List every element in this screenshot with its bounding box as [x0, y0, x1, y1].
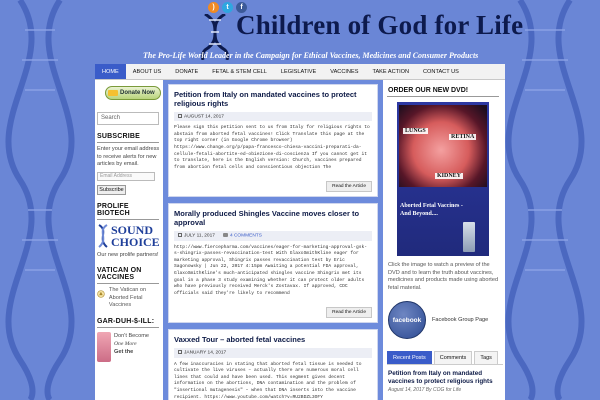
- site-title[interactable]: Children of God for Life: [236, 10, 524, 40]
- post-comments-link[interactable]: 4 COMMENTS: [223, 233, 262, 238]
- sound-choice-line-2: CHOICE: [111, 234, 160, 249]
- nav-take-action[interactable]: TAKE ACTION: [372, 69, 410, 75]
- dvd-label-lungs: LUNGS: [405, 128, 426, 134]
- post-meta: [174, 231, 372, 240]
- gar-text-line-3: Get the: [114, 348, 134, 355]
- nav-about-us[interactable]: ABOUT US: [132, 69, 162, 75]
- subscribe-text: Enter your email address to receive alerts for new articles by email.: [97, 146, 160, 167]
- post-meta: [174, 348, 372, 357]
- vaccine-vial-icon: [463, 222, 475, 252]
- read-more-button[interactable]: Read the Article: [326, 181, 372, 192]
- prolife-text: Our new prolife partners!: [97, 251, 159, 258]
- post-excerpt: Please sign this petition sent to us from Italy for religious rights to abstain from aborted fetal vaccines! Click Translate this page at the top right corner (in Google Chrome browser) https://www.change.org/p/papa-francesco-chiesa-vaccini-preparati-da-cellule-fetali-abortite-ed-obiezione-di-coscienza If you cannot get it to translate, here is the English version: Church, vaccines prepared from abortion fetal cells and conscientious objection The: [174, 125, 370, 170]
- divider: [97, 142, 159, 143]
- post-excerpt: A few inaccuracies in stating that aborted fetal tissue is needed to cultivate the live viruses – actually there are numerous moral cell lines that could and have been used. This segment gives decent information on the abortions, DNA contamination and the problem of "insertional mutagenesis" – when that DNA inserts into the vaccine recipient. https://www.youtube.com/watch?v=RU2BDZL3OFY: [174, 361, 362, 400]
- nav-home[interactable]: HOME: [95, 64, 126, 79]
- calendar-icon: [178, 114, 182, 118]
- comment-bubble-icon: [223, 233, 228, 237]
- gar-text-line-2: One More: [114, 340, 137, 347]
- divider: [97, 283, 159, 284]
- facebook-group-text: Facebook Group Page: [432, 317, 489, 323]
- subscribe-button[interactable]: Subscribe: [97, 185, 126, 195]
- rss-icon[interactable]: ): [208, 2, 219, 13]
- main-nav: [95, 64, 505, 80]
- post-title[interactable]: Petition from Italy on mandated vaccines to protect religious rights: [174, 90, 357, 108]
- subscribe-heading: SUBSCRIBE: [97, 133, 141, 140]
- facebook-icon[interactable]: f: [236, 2, 247, 13]
- gar-text-line-1: Don't Become: [114, 332, 149, 339]
- tab-comments[interactable]: Comments: [434, 351, 473, 364]
- gar-heading: GAR-DUH-$-ILL:: [97, 317, 155, 325]
- dvd-label-kidney: KIDNEY: [437, 173, 462, 179]
- post-meta: [174, 112, 372, 121]
- post-card: [168, 203, 378, 323]
- recent-post-link[interactable]: Petition from Italy on mandated vaccines to protect religious rights: [388, 370, 493, 385]
- dvd-label-retina: RETINA: [451, 134, 475, 140]
- right-sidebar: [385, 87, 503, 393]
- sound-choice-mark-icon: [97, 223, 109, 249]
- divider: [97, 327, 159, 328]
- nav-donate[interactable]: DONATE: [175, 69, 199, 75]
- page-content: [95, 80, 505, 400]
- recent-post-meta: August 14, 2017 By COG for Life: [388, 387, 462, 393]
- nav-fetal-stem-cell[interactable]: FETAL & STEM CELL: [212, 69, 267, 75]
- calendar-icon: [178, 350, 182, 354]
- divider: [97, 219, 159, 220]
- credit-cards-icon: [108, 90, 118, 96]
- twitter-icon[interactable]: t: [222, 2, 233, 13]
- vatican-item[interactable]: [97, 287, 163, 310]
- search-input[interactable]: Search: [97, 112, 159, 125]
- dvd-cover-image[interactable]: [397, 102, 489, 256]
- post-date: AUGUST 14, 2017: [178, 114, 224, 119]
- facebook-badge-icon: facebook: [388, 301, 426, 339]
- tab-tags[interactable]: Tags: [474, 351, 498, 364]
- divider: [387, 96, 499, 97]
- calendar-icon: [178, 233, 182, 237]
- nav-contact-us[interactable]: CONTACT US: [423, 69, 459, 75]
- gar-item[interactable]: [97, 332, 163, 362]
- nav-legislative[interactable]: LEGISLATIVE: [280, 69, 317, 75]
- post-date: JULY 11, 2017: [178, 233, 215, 238]
- dvd-description: Click the image to watch a preview of the DVD and to learn the truth about vaccines, medicines and products made using aborted fetal material.: [388, 262, 499, 291]
- left-sidebar: [95, 86, 163, 362]
- dvd-caption: Aborted Fetal Vaccines - And Beyond....: [400, 203, 463, 217]
- post-title[interactable]: Vaxxed Tour – aborted fetal vaccines: [174, 335, 306, 345]
- gar-text: [114, 332, 149, 362]
- main-content: [163, 80, 383, 400]
- vatican-text: The Vatican on Aborted Fetal Vaccines: [108, 287, 147, 308]
- vatican-seal-icon: [97, 287, 105, 301]
- post-title[interactable]: Morally produced Shingles Vaccine moves closer to approval: [174, 209, 360, 228]
- gar-product-image: [97, 332, 111, 362]
- sidebar-tabs: [387, 351, 503, 365]
- sound-choice-logo[interactable]: [97, 223, 163, 249]
- nav-vaccines[interactable]: VACCINES: [330, 69, 359, 75]
- facebook-group-link[interactable]: [388, 301, 503, 339]
- post-card: [168, 329, 378, 400]
- site-tagline: The Pro-Life World Leader in the Campaign for Ethical Vaccines, Medicines and Consumer Products: [143, 51, 479, 60]
- prolife-biotech-heading: PROLIFE BIOTECH: [97, 202, 130, 217]
- vatican-heading: VATICAN ON VACCINES: [97, 267, 142, 281]
- dvd-heading: ORDER OUR NEW DVD!: [388, 87, 469, 94]
- donate-button-label: Donate Now: [120, 90, 155, 96]
- email-field[interactable]: Email Address: [97, 172, 155, 181]
- sound-choice-line-1: SOUND: [111, 222, 154, 237]
- post-date: JANUARY 14, 2017: [178, 350, 226, 355]
- donate-button[interactable]: [105, 86, 161, 100]
- post-card: [168, 84, 378, 197]
- read-more-button[interactable]: Read the Article: [326, 307, 372, 318]
- post-excerpt: http://www.fiercepharma.com/vaccines/eager-for-marketing-approval-gsk-s-shingrix-passes-revaccination-test With GlaxoSmithKline eager for marketing approval, Shingrix passes revaccination test by Eric Sagonowsky | Jun 22, 2017 4:15pm Awaiting a potential FDA approval, GlaxoSmithKline's much-anticipated shingles vaccine Shingrix met its goal in a phase 3 study examining whether it can protect older adults who have previously received Merck's Zostavax. If approved, CDC officials said they're likely to recommend: [174, 244, 367, 296]
- tab-recent-posts[interactable]: Recent Posts: [387, 351, 432, 364]
